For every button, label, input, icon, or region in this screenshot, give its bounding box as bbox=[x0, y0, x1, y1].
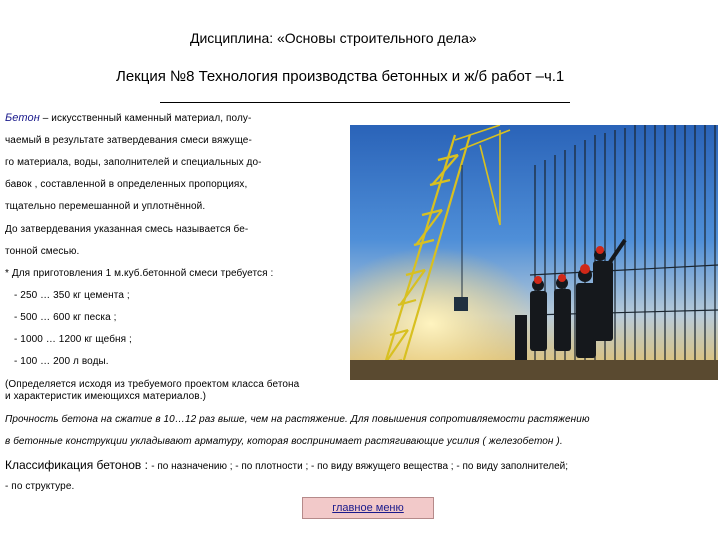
classification-line bbox=[5, 458, 568, 472]
mix-item-water: - 100 … 200 л воды. bbox=[14, 356, 109, 367]
definition-line-7: тонной смесью. bbox=[5, 246, 80, 257]
mix-title: * Для приготовления 1 м.куб.бетонной смеси требуется : bbox=[5, 268, 274, 279]
mix-item-cement: - 250 … 350 кг цемента ; bbox=[14, 290, 130, 301]
strength-line-1: Прочность бетона на сжатие в 10…12 раз выше, чем на растяжение. Для повышения сопротивляемости растяжению bbox=[5, 414, 590, 425]
classification-list: - по назначению ; - по плотности ; - по виду вяжущего вещества ; - по виду заполнителей; bbox=[151, 461, 569, 472]
mix-item-sand: - 500 … 600 кг песка ; bbox=[14, 312, 117, 323]
classification-heading: Классификация бетонов : bbox=[5, 458, 152, 472]
strength-line-2: в бетонные конструкции укладывают арматуру, которая воспринимает растягивающие усилия ( железобетон ). bbox=[5, 436, 563, 447]
definition-line-4: бавок , составленной в определенных пропорциях, bbox=[5, 179, 248, 190]
definition-line-5: тщательно перемешанной и уплотнённой. bbox=[5, 201, 206, 212]
main-menu-button[interactable]: главное меню bbox=[302, 497, 434, 519]
lecture-title: Лекция №8 Технология производства бетонных и ж/б работ –ч.1 bbox=[116, 68, 565, 85]
mix-item-gravel: - 1000 … 1200 кг щебня ; bbox=[14, 334, 132, 345]
mix-note-2: и характеристик имеющихся материалов.) bbox=[5, 391, 207, 402]
classification-line-2: - по структуре. bbox=[5, 481, 75, 492]
construction-crane-photo bbox=[350, 125, 718, 380]
definition-line-6: До затвердевания указанная смесь называется бе- bbox=[5, 224, 249, 235]
title-divider bbox=[160, 102, 570, 103]
definition-text: – искусственный каменный материал, полу- bbox=[39, 113, 252, 124]
definition-line-2: чаемый в результате затвердевания смеси вяжуще- bbox=[5, 135, 252, 146]
discipline-title: Дисциплина: «Основы строительного дела» bbox=[190, 30, 477, 46]
mix-note-1: (Определяется исходя из требуемого проектом класса бетона bbox=[5, 379, 300, 390]
definition-term: Бетон bbox=[5, 112, 40, 124]
definition-line-1 bbox=[5, 112, 251, 124]
definition-line-3: го материала, воды, заполнителей и специальных до- bbox=[5, 157, 262, 168]
